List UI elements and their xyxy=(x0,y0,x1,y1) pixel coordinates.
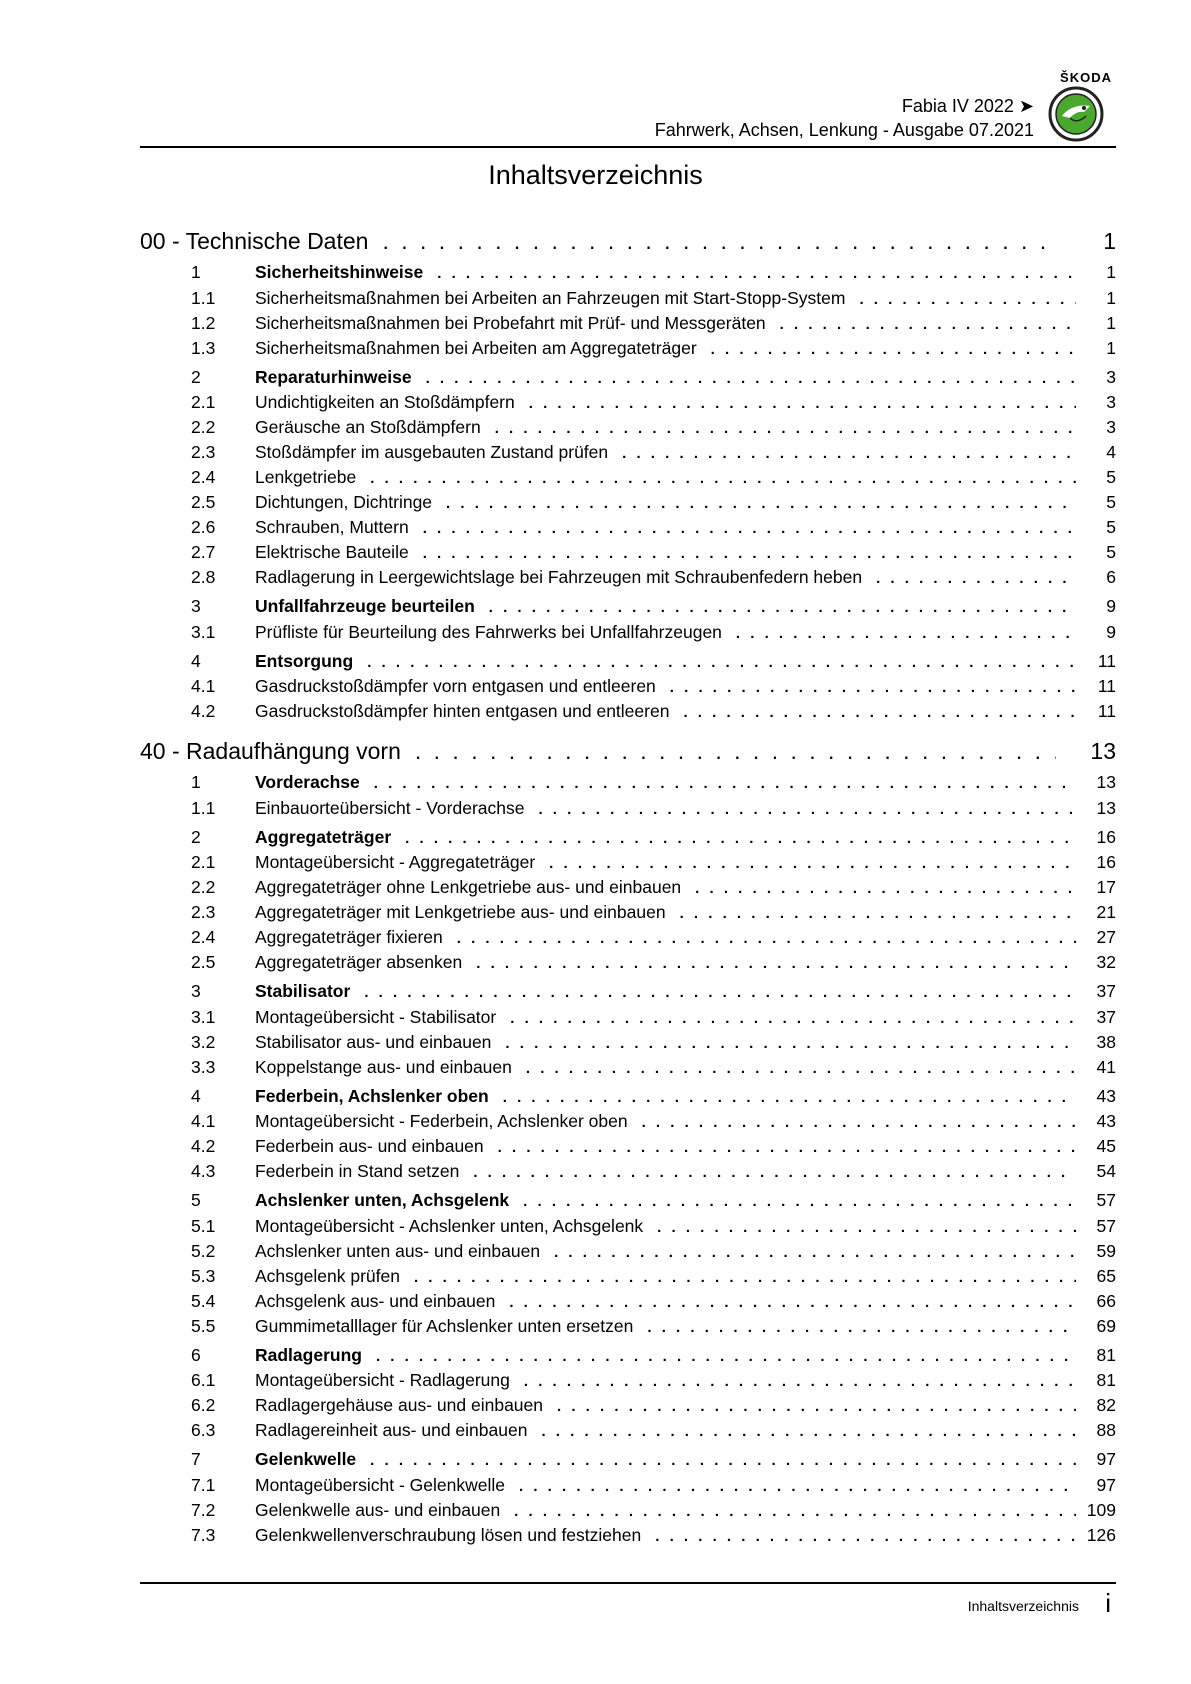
entry-page: 5 xyxy=(1106,542,1116,562)
leader-dots xyxy=(356,1452,1076,1469)
leader-dots xyxy=(500,1503,1076,1520)
entry-title: Federbein aus- und einbauen xyxy=(255,1136,484,1156)
entry-title: Dichtungen, Dichtringe xyxy=(255,492,433,512)
entry-title: Gasdruckstoßdämpfer vorn entgasen und entleeren xyxy=(255,676,656,696)
leader-dots xyxy=(484,1139,1076,1156)
entry-title: Sicherheitsmaßnahmen bei Probefahrt mit Prüf- und Messgeräten xyxy=(255,312,766,333)
leader-dots xyxy=(475,599,1076,616)
entry-page: 11 xyxy=(1097,701,1116,721)
toc-entry[interactable] xyxy=(140,1007,1116,1032)
leader-dots xyxy=(423,265,1076,282)
leader-dots xyxy=(489,1089,1076,1106)
entry-title: Gasdruckstoßdämpfer hinten entgasen und entleeren xyxy=(255,701,670,721)
entry-title: Aggregateträger fixieren xyxy=(255,927,443,947)
entry-title: Undichtigkeiten an Stoßdämpfern xyxy=(255,392,515,412)
entry-title: Aggregateträger absenken xyxy=(255,952,463,972)
footer-label: Inhaltsverzeichnis xyxy=(967,1598,1079,1614)
entry-title: Radlagergehäuse aus- und einbauen xyxy=(255,1395,544,1415)
section-page: 9 xyxy=(1106,596,1116,616)
entry-number: 1.2 xyxy=(191,312,216,333)
leader-dots xyxy=(400,1269,1076,1286)
entry-title: Achsgelenk prüfen xyxy=(255,1265,400,1286)
entry-page: 11 xyxy=(1097,676,1116,696)
entry-page: 17 xyxy=(1096,877,1116,897)
entry-page: 37 xyxy=(1096,1006,1116,1027)
toc-section[interactable] xyxy=(140,827,1116,853)
entry-number: 4.3 xyxy=(191,1161,216,1181)
entry-number: 6.1 xyxy=(191,1370,216,1390)
entry-title: Montageübersicht - Aggregateträger xyxy=(255,852,536,872)
leader-dots xyxy=(495,1294,1076,1311)
toc-section[interactable] xyxy=(140,596,1116,622)
toc-entry[interactable] xyxy=(140,877,1116,902)
entry-number: 1.3 xyxy=(191,337,216,358)
leader-dots xyxy=(540,1244,1076,1261)
entry-page: 81 xyxy=(1096,1370,1116,1390)
leader-dots xyxy=(409,520,1076,537)
toc-entry[interactable] xyxy=(140,952,1116,977)
toc-section[interactable] xyxy=(140,1086,1116,1112)
entry-number: 2.2 xyxy=(191,417,216,437)
entry-title: Aggregateträger ohne Lenkgetriebe aus- und einbauen xyxy=(255,877,682,897)
page-header xyxy=(140,66,1116,146)
entry-page: 4 xyxy=(1106,442,1116,462)
toc-entry[interactable] xyxy=(140,1395,1116,1420)
leader-dots xyxy=(491,1035,1076,1052)
section-number: 4 xyxy=(191,1085,201,1106)
entry-page: 1 xyxy=(1106,312,1116,333)
section-number: 1 xyxy=(191,772,201,792)
section-number: 6 xyxy=(191,1344,201,1365)
toc-entry[interactable] xyxy=(140,622,1116,647)
toc-entry[interactable] xyxy=(140,467,1116,492)
page-title: Inhaltsverzeichnis xyxy=(488,160,703,190)
entry-number: 2.2 xyxy=(191,877,216,897)
entry-number: 2.5 xyxy=(191,492,216,512)
entry-number: 3.2 xyxy=(191,1031,216,1052)
toc-entry[interactable] xyxy=(140,542,1116,567)
leader-dots xyxy=(412,370,1076,387)
entry-title: Sicherheitsmaßnahmen bei Arbeiten an Fahrzeugen mit Start-Stopp-System xyxy=(255,287,846,308)
entry-title: Montageübersicht - Federbein, Achslenker oben xyxy=(255,1111,628,1131)
section-number: 3 xyxy=(191,596,201,616)
section-title: Sicherheitshinweise xyxy=(255,262,424,282)
toc-entry[interactable] xyxy=(140,392,1116,417)
entry-title: Montageübersicht - Achslenker unten, Achsgelenk xyxy=(255,1215,644,1236)
entry-title: Gelenkwellenverschraubung lösen und festziehen xyxy=(255,1524,642,1545)
leader-dots xyxy=(641,1528,1076,1545)
toc-section[interactable] xyxy=(140,367,1116,393)
entry-title: Aggregateträger mit Lenkgetriebe aus- und einbauen xyxy=(255,902,666,922)
entry-title: Gelenkwelle aus- und einbauen xyxy=(255,1499,501,1520)
entry-title: Achsgelenk aus- und einbauen xyxy=(255,1290,496,1311)
chapter-page: 13 xyxy=(1090,738,1116,764)
entry-page: 88 xyxy=(1096,1420,1116,1440)
leader-dots xyxy=(409,545,1076,562)
entry-title: Montageübersicht - Radlagerung xyxy=(255,1370,510,1390)
chapter-title: 00 - Technische Daten xyxy=(140,228,369,254)
leader-dots xyxy=(462,955,1076,972)
section-title: Federbein, Achslenker oben xyxy=(255,1085,489,1106)
entry-page: 66 xyxy=(1096,1290,1116,1311)
leader-dots xyxy=(681,880,1076,897)
entry-number: 5.2 xyxy=(191,1240,216,1261)
section-page: 13 xyxy=(1096,772,1116,792)
entry-title: Schrauben, Muttern xyxy=(255,517,409,537)
entry-title: Einbauorteübersicht - Vorderachse xyxy=(255,797,525,818)
section-page: 97 xyxy=(1096,1449,1116,1469)
toc-section[interactable] xyxy=(140,1190,1116,1216)
section-title: Reparaturhinweise xyxy=(255,366,412,387)
entry-page: 1 xyxy=(1106,337,1116,358)
entry-page: 38 xyxy=(1096,1031,1116,1052)
leader-dots xyxy=(543,1398,1076,1415)
entry-page: 5 xyxy=(1106,517,1116,537)
entry-number: 2.1 xyxy=(191,392,216,412)
entry-number: 2.7 xyxy=(191,542,216,562)
entry-page: 3 xyxy=(1106,392,1116,412)
entry-number: 2.5 xyxy=(191,952,216,972)
toc-entry[interactable] xyxy=(140,1420,1116,1445)
entry-number: 2.6 xyxy=(191,517,216,537)
toc-entry[interactable] xyxy=(140,927,1116,952)
entry-number: 5.4 xyxy=(191,1290,216,1311)
toc-entry[interactable] xyxy=(140,288,1116,313)
toc-entry[interactable] xyxy=(140,492,1116,517)
leader-dots xyxy=(628,1114,1076,1131)
leader-dots xyxy=(459,1164,1076,1181)
leader-dots xyxy=(505,1478,1076,1495)
entry-page: 16 xyxy=(1096,852,1116,872)
toc-section[interactable] xyxy=(140,262,1116,288)
leader-dots xyxy=(353,654,1076,671)
entry-page: 41 xyxy=(1096,1056,1116,1077)
entry-page: 5 xyxy=(1106,467,1116,487)
entry-number: 2.4 xyxy=(191,927,216,947)
entry-title: Stabilisator aus- und einbauen xyxy=(255,1031,492,1052)
section-number: 7 xyxy=(191,1449,201,1469)
entry-number: 4.2 xyxy=(191,701,216,721)
entry-page: 9 xyxy=(1106,621,1116,642)
toc-entry[interactable] xyxy=(140,1316,1116,1341)
toc-entry[interactable] xyxy=(140,1525,1116,1550)
toc-entry[interactable] xyxy=(140,338,1116,363)
entry-number: 7.2 xyxy=(191,1499,216,1520)
toc-entry[interactable] xyxy=(140,701,1116,726)
entry-number: 1.1 xyxy=(191,797,216,818)
entry-number: 6.2 xyxy=(191,1395,216,1415)
table-of-contents xyxy=(140,228,1116,1550)
entry-title: Geräusche an Stoßdämpfern xyxy=(255,417,481,437)
toc-entry[interactable] xyxy=(140,1136,1116,1161)
leader-dots xyxy=(368,228,1056,255)
leader-dots xyxy=(535,855,1076,872)
toc-entry[interactable] xyxy=(140,798,1116,823)
entry-page: 13 xyxy=(1096,797,1116,818)
entry-number: 3.1 xyxy=(191,621,216,642)
toc-entry[interactable] xyxy=(140,1216,1116,1241)
entry-number: 6.3 xyxy=(191,1420,216,1440)
section-page: 37 xyxy=(1096,981,1116,1001)
entry-page: 21 xyxy=(1096,902,1116,922)
toc-entry[interactable] xyxy=(140,517,1116,542)
entry-page: 6 xyxy=(1106,567,1116,587)
leader-dots xyxy=(496,1010,1076,1027)
entry-title: Sicherheitsmaßnahmen bei Arbeiten am Aggregateträger xyxy=(255,337,697,358)
entry-number: 2.1 xyxy=(191,852,216,872)
leader-dots xyxy=(669,704,1076,721)
entry-page: 65 xyxy=(1096,1265,1116,1286)
section-page: 3 xyxy=(1106,366,1116,387)
leader-dots xyxy=(666,905,1076,922)
toc-section[interactable] xyxy=(140,981,1116,1007)
section-number: 5 xyxy=(191,1190,201,1210)
section-title: Stabilisator xyxy=(255,981,351,1001)
leader-dots xyxy=(697,341,1076,358)
section-page: 81 xyxy=(1096,1344,1116,1365)
entry-page: 97 xyxy=(1096,1474,1116,1495)
entry-page: 109 xyxy=(1086,1499,1116,1520)
leader-dots xyxy=(633,1319,1076,1336)
entry-page: 45 xyxy=(1096,1136,1116,1156)
toc-entry[interactable] xyxy=(140,1266,1116,1291)
entry-title: Stoßdämpfer im ausgebauten Zustand prüfen xyxy=(255,442,609,462)
entry-number: 4.1 xyxy=(191,1111,216,1131)
footer-page-number: i xyxy=(1105,1588,1111,1618)
entry-title: Koppelstange aus- und einbauen xyxy=(255,1056,512,1077)
toc-chapter[interactable] xyxy=(140,738,1116,768)
entry-page: 27 xyxy=(1096,927,1116,947)
leader-dots xyxy=(391,830,1076,847)
entry-number: 2.3 xyxy=(191,902,216,922)
section-number: 4 xyxy=(191,650,201,671)
entry-title: Montageübersicht - Gelenkwelle xyxy=(255,1474,505,1495)
section-page: 16 xyxy=(1096,826,1116,847)
skoda-logo-icon xyxy=(1048,86,1104,142)
leader-dots xyxy=(362,1348,1076,1365)
toc-entry[interactable] xyxy=(140,1057,1116,1082)
section-page: 1 xyxy=(1106,262,1116,282)
entry-title: Gummimetalllager für Achslenker unten ersetzen xyxy=(255,1315,634,1336)
toc-section[interactable] xyxy=(140,772,1116,798)
section-title: Radlagerung xyxy=(255,1344,362,1365)
leader-dots xyxy=(722,625,1076,642)
toc-entry[interactable] xyxy=(140,1370,1116,1395)
leader-dots xyxy=(443,930,1076,947)
chapter-page: 1 xyxy=(1103,228,1116,254)
leader-dots xyxy=(515,395,1076,412)
entry-number: 2.8 xyxy=(191,567,216,587)
section-title: Gelenkwelle xyxy=(255,1449,357,1469)
leader-dots xyxy=(510,1373,1076,1390)
entry-number: 3.1 xyxy=(191,1006,216,1027)
entry-page: 43 xyxy=(1096,1111,1116,1131)
section-title: Aggregateträger xyxy=(255,826,392,847)
entry-title: Elektrische Bauteile xyxy=(255,542,409,562)
footer-rule xyxy=(140,1582,1116,1584)
entry-page: 1 xyxy=(1106,287,1116,308)
leader-dots xyxy=(432,495,1076,512)
leader-dots xyxy=(608,445,1076,462)
entry-title: Montageübersicht - Stabilisator xyxy=(255,1006,497,1027)
leader-dots xyxy=(524,801,1076,818)
toc-entry[interactable] xyxy=(140,1032,1116,1057)
section-number: 2 xyxy=(191,366,201,387)
toc-entry[interactable] xyxy=(140,1500,1116,1525)
entry-number: 7.1 xyxy=(191,1474,216,1495)
entry-title: Radlagerung in Leergewichtslage bei Fahrzeugen mit Schraubenfedern heben xyxy=(255,567,863,587)
entry-page: 54 xyxy=(1096,1161,1116,1181)
toc-section[interactable] xyxy=(140,1345,1116,1371)
brand-wordmark: ŠKODA xyxy=(1060,70,1112,85)
entry-page: 32 xyxy=(1096,952,1116,972)
leader-dots xyxy=(350,984,1076,1001)
toc-entry[interactable] xyxy=(140,313,1116,338)
entry-number: 3.3 xyxy=(191,1056,216,1077)
leader-dots xyxy=(401,738,1056,765)
leader-dots xyxy=(643,1219,1076,1236)
entry-number: 5.5 xyxy=(191,1315,216,1336)
leader-dots xyxy=(360,775,1076,792)
entry-page: 69 xyxy=(1096,1315,1116,1336)
entry-page: 5 xyxy=(1106,492,1116,512)
chapter-title: 40 - Radaufhängung vorn xyxy=(140,738,401,764)
header-rule xyxy=(140,146,1116,148)
toc-entry[interactable] xyxy=(140,1475,1116,1500)
section-page: 57 xyxy=(1096,1190,1116,1210)
entry-title: Lenkgetriebe xyxy=(255,467,357,487)
entry-page: 57 xyxy=(1096,1215,1116,1236)
section-number: 3 xyxy=(191,981,201,1001)
entry-number: 4.1 xyxy=(191,676,216,696)
toc-entry[interactable] xyxy=(140,852,1116,877)
leader-dots xyxy=(845,291,1076,308)
toc-entry[interactable] xyxy=(140,1161,1116,1186)
toc-section[interactable] xyxy=(140,1449,1116,1475)
entry-page: 126 xyxy=(1086,1524,1116,1545)
toc-entry[interactable] xyxy=(140,1241,1116,1266)
entry-title: Achslenker unten aus- und einbauen xyxy=(255,1240,541,1261)
entry-page: 59 xyxy=(1096,1240,1116,1261)
entry-number: 1.1 xyxy=(191,287,216,308)
leader-dots xyxy=(862,570,1076,587)
toc-chapter[interactable] xyxy=(140,228,1116,258)
header-subtitle: Fahrwerk, Achsen, Lenkung - Ausgabe 07.2021 xyxy=(654,120,1034,140)
entry-number: 4.2 xyxy=(191,1136,216,1156)
toc-entry[interactable] xyxy=(140,676,1116,701)
header-model: Fabia IV 2022 ➤ xyxy=(901,96,1034,116)
leader-dots xyxy=(356,470,1076,487)
toc-entry[interactable] xyxy=(140,567,1116,592)
entry-page: 82 xyxy=(1096,1395,1116,1415)
leader-dots xyxy=(509,1193,1076,1210)
leader-dots xyxy=(527,1423,1076,1440)
toc-entry[interactable] xyxy=(140,417,1116,442)
section-page: 11 xyxy=(1097,650,1116,671)
entry-number: 2.3 xyxy=(191,442,216,462)
leader-dots xyxy=(481,420,1076,437)
entry-number: 7.3 xyxy=(191,1524,216,1545)
entry-number: 5.1 xyxy=(191,1215,216,1236)
entry-title: Prüfliste für Beurteilung des Fahrwerks bei Unfallfahrzeugen xyxy=(255,621,722,642)
leader-dots xyxy=(512,1060,1076,1077)
leader-dots xyxy=(766,316,1076,333)
entry-title: Federbein in Stand setzen xyxy=(255,1161,460,1181)
section-title: Vorderachse xyxy=(255,772,360,792)
entry-title: Radlagereinheit aus- und einbauen xyxy=(255,1420,528,1440)
toc-entry[interactable] xyxy=(140,442,1116,467)
section-title: Unfallfahrzeuge beurteilen xyxy=(255,596,475,616)
toc-entry[interactable] xyxy=(140,1111,1116,1136)
section-number: 2 xyxy=(191,826,201,847)
entry-number: 2.4 xyxy=(191,467,216,487)
toc-entry[interactable] xyxy=(140,902,1116,927)
entry-number: 5.3 xyxy=(191,1265,216,1286)
section-page: 43 xyxy=(1096,1085,1116,1106)
leader-dots xyxy=(656,679,1076,696)
toc-entry[interactable] xyxy=(140,1291,1116,1316)
entry-page: 3 xyxy=(1106,417,1116,437)
toc-section[interactable] xyxy=(140,651,1116,677)
section-title: Entsorgung xyxy=(255,650,354,671)
section-title: Achslenker unten, Achsgelenk xyxy=(255,1190,510,1210)
section-number: 1 xyxy=(191,262,201,282)
